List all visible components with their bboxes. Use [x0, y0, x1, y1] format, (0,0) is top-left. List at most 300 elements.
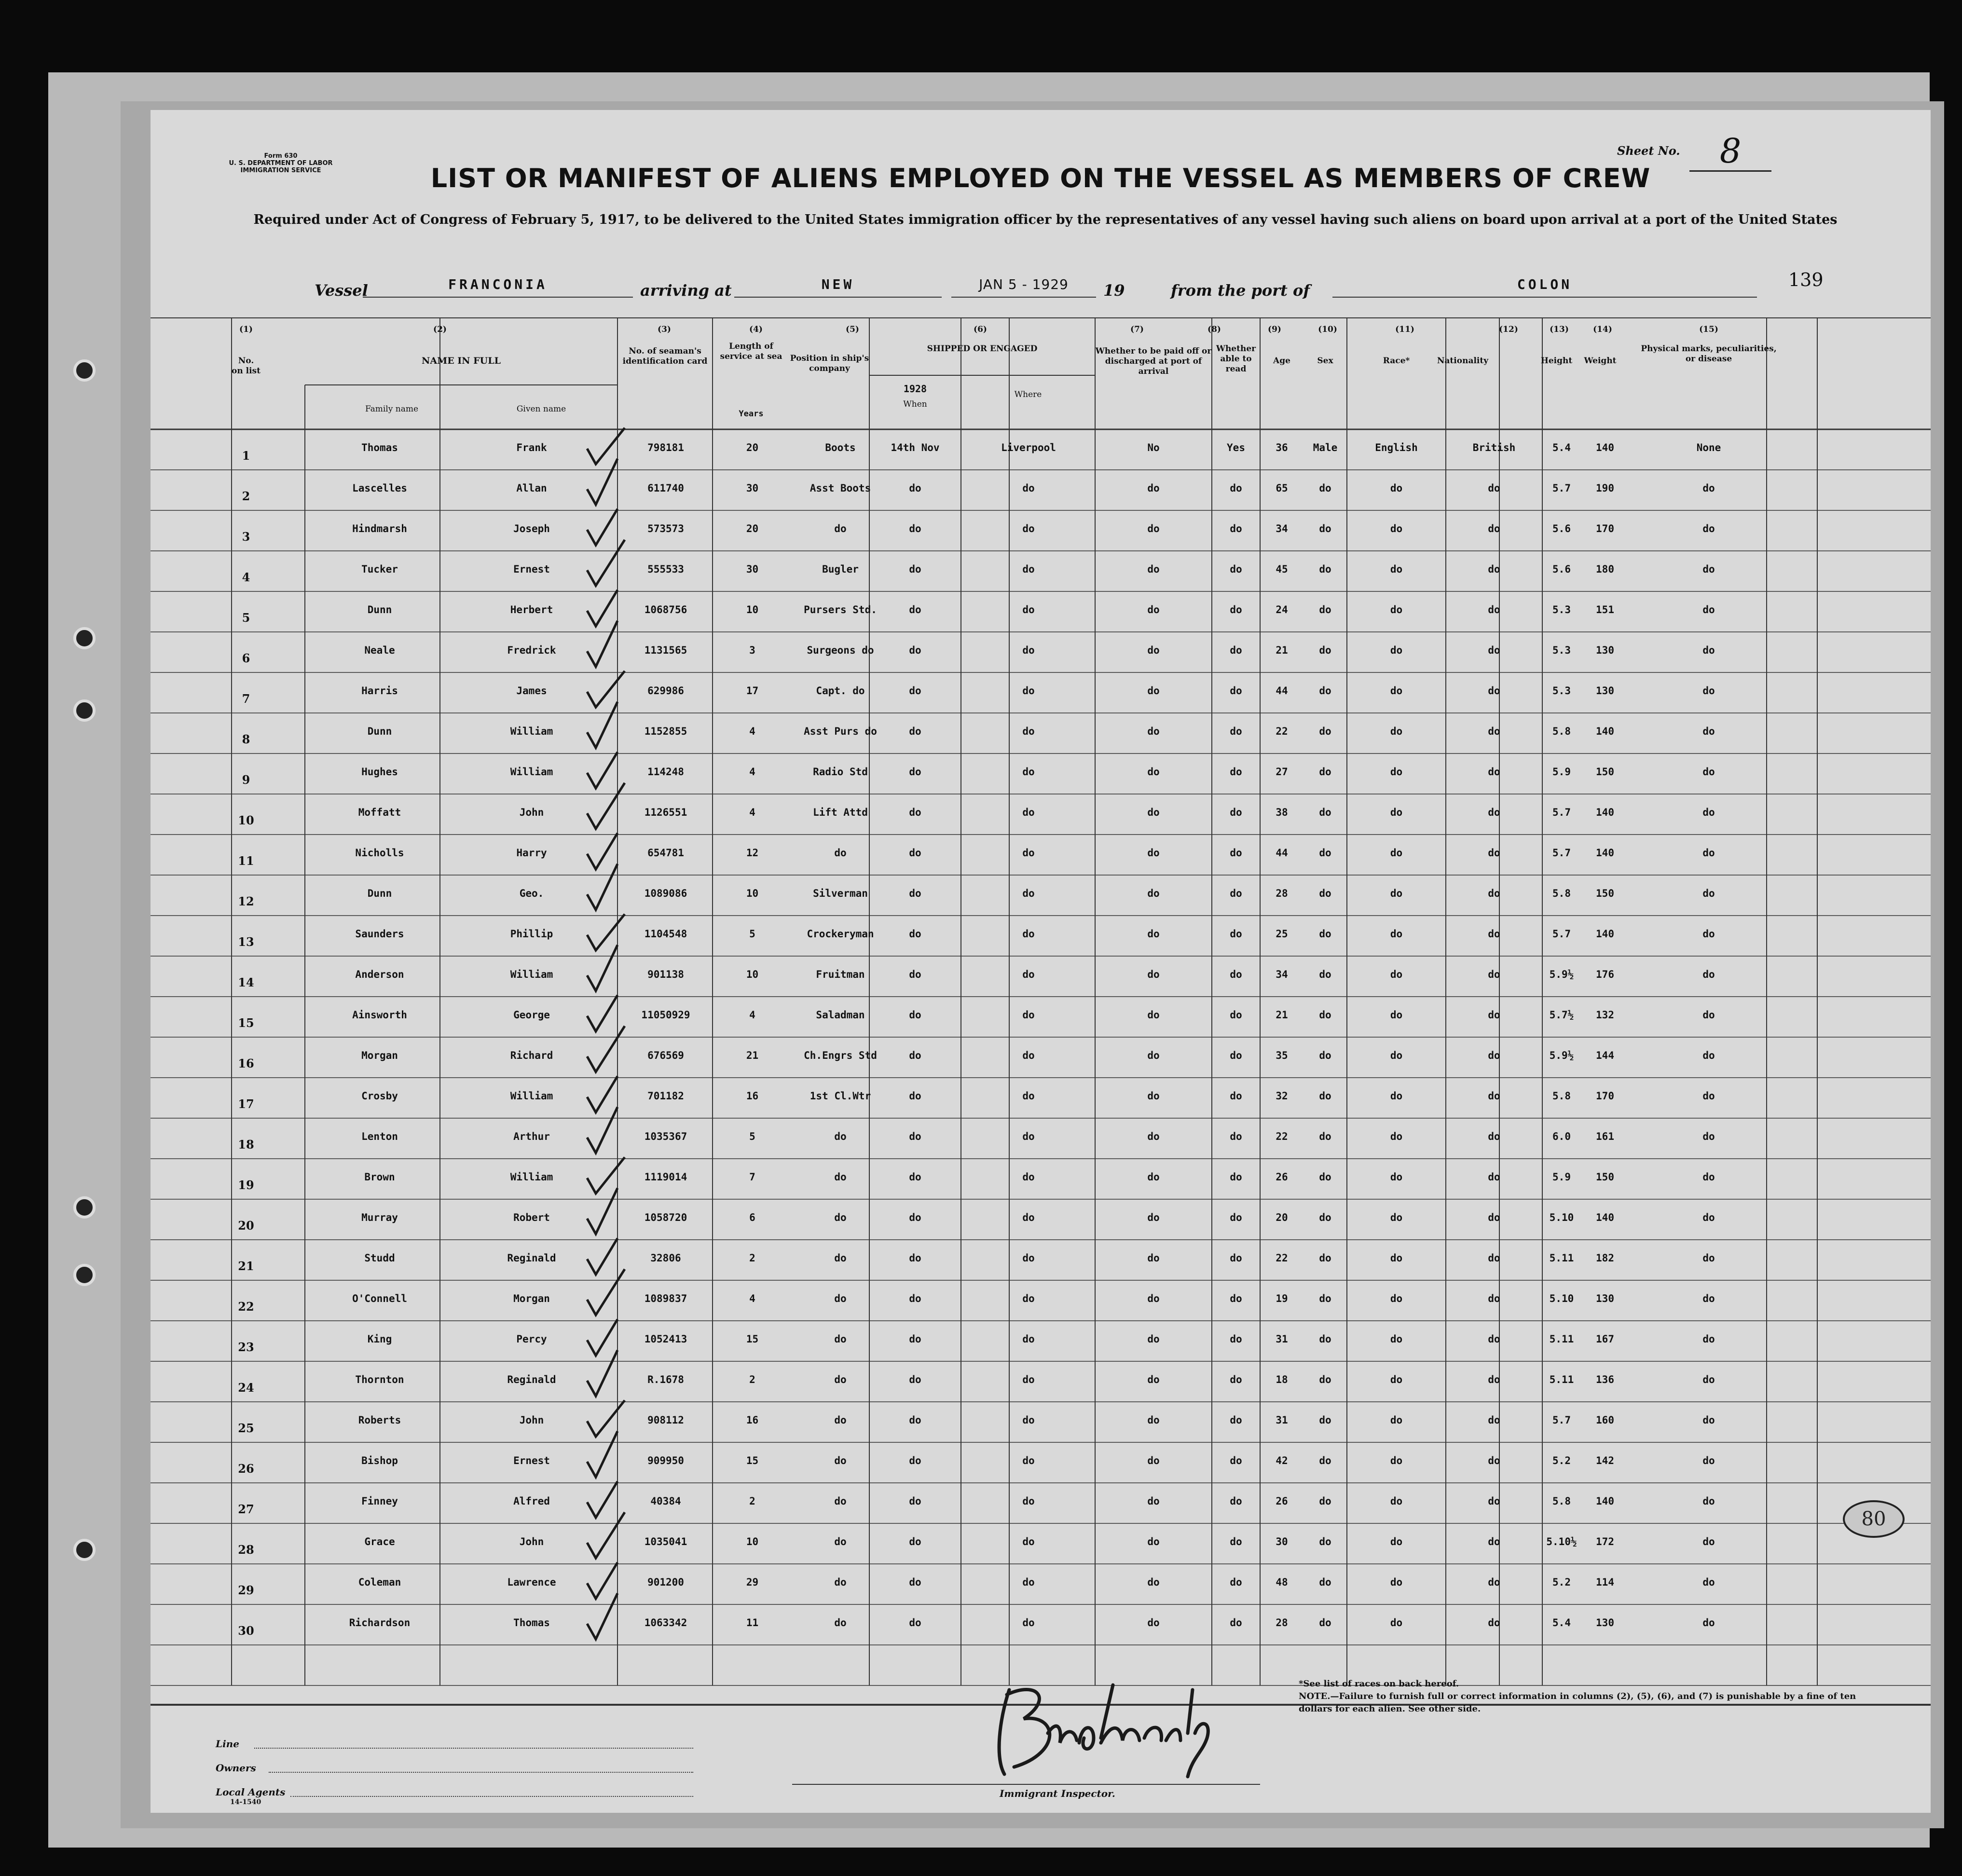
- row-number: 23: [238, 1340, 254, 1354]
- cell-read: do: [1230, 1536, 1242, 1547]
- cell-sex: do: [1319, 1009, 1331, 1021]
- cell-race: do: [1390, 766, 1403, 778]
- cell-paid: do: [1147, 1536, 1160, 1547]
- cell-nationality: do: [1488, 1090, 1500, 1102]
- cell-age: 28: [1276, 1617, 1288, 1629]
- cell-where: do: [1022, 1333, 1035, 1345]
- cell-nationality: do: [1488, 1009, 1500, 1021]
- cell-family: King: [367, 1333, 392, 1345]
- cell-card: 1126551: [644, 807, 687, 818]
- cell-position: do: [834, 1131, 847, 1142]
- cell-position: do: [834, 1171, 847, 1183]
- cell-service: 2: [749, 1252, 755, 1264]
- cell-age: 22: [1276, 1131, 1288, 1142]
- cell-card: 1131565: [644, 644, 687, 656]
- cell-marks: do: [1702, 1576, 1715, 1588]
- cell-read: do: [1230, 888, 1242, 899]
- cell-family: Ainsworth: [352, 1009, 407, 1021]
- cell-when: do: [909, 847, 921, 859]
- binder-hole: [73, 627, 96, 649]
- cell-marks: do: [1702, 563, 1715, 575]
- cell-card: 1089086: [644, 888, 687, 899]
- cell-position: do: [834, 1374, 847, 1385]
- cell-when: do: [909, 604, 921, 616]
- cell-position: do: [834, 523, 847, 534]
- binder-hole: [73, 699, 96, 722]
- check-mark: [587, 864, 617, 910]
- cell-given: Joseph: [513, 523, 550, 534]
- cell-read: Yes: [1227, 442, 1245, 453]
- cell-marks: do: [1702, 1212, 1715, 1223]
- row-number: 2: [242, 489, 250, 503]
- cell-age: 20: [1276, 1212, 1288, 1223]
- cell-position: Capt. do: [816, 685, 865, 697]
- cell-marks: do: [1702, 1293, 1715, 1304]
- cell-family: Coleman: [358, 1576, 401, 1588]
- cell-service: 11: [746, 1617, 759, 1629]
- cell-family: Studd: [364, 1252, 395, 1264]
- cell-height: 5.11: [1549, 1252, 1574, 1264]
- cell-card: 1063342: [644, 1617, 687, 1629]
- owners-field: [269, 1772, 693, 1773]
- check-mark: [587, 1512, 625, 1558]
- cell-card: 40384: [650, 1495, 681, 1507]
- cell-paid: do: [1147, 1495, 1160, 1507]
- cell-sex: do: [1319, 969, 1331, 980]
- cell-height: 5.7: [1552, 928, 1571, 940]
- cell-read: do: [1230, 1576, 1242, 1588]
- cell-position: Asst Purs do: [804, 726, 877, 737]
- cell-weight: 160: [1596, 1414, 1614, 1426]
- cell-age: 38: [1276, 807, 1288, 818]
- cell-paid: do: [1147, 1414, 1160, 1426]
- cell-weight: 140: [1596, 726, 1614, 737]
- cell-when: do: [909, 1495, 921, 1507]
- column-number: (6): [974, 325, 987, 334]
- cell-height: 5.10½: [1546, 1536, 1577, 1547]
- column-number: (3): [658, 325, 671, 334]
- cell-service: 2: [749, 1495, 755, 1507]
- cell-race: do: [1390, 1414, 1403, 1426]
- cell-given: George: [513, 1009, 550, 1021]
- cell-height: 5.9: [1552, 1171, 1571, 1183]
- cell-age: 34: [1276, 969, 1288, 980]
- column-number: (9): [1268, 325, 1281, 334]
- cell-given: Morgan: [513, 1293, 550, 1304]
- cell-height: 5.3: [1552, 685, 1571, 697]
- cell-marks: do: [1702, 685, 1715, 697]
- cell-card: 1089837: [644, 1293, 687, 1304]
- cell-height: 5.3: [1552, 604, 1571, 616]
- cell-given: Herbert: [510, 604, 553, 616]
- column-number: (5): [846, 325, 859, 334]
- cell-sex: do: [1319, 523, 1331, 534]
- cell-marks: do: [1702, 928, 1715, 940]
- cell-where: do: [1022, 523, 1035, 534]
- row-number: 30: [238, 1624, 254, 1638]
- cell-given: Phillip: [510, 928, 553, 940]
- cell-family: Hughes: [361, 766, 398, 778]
- year-label: 19: [1103, 281, 1125, 300]
- cell-nationality: do: [1488, 888, 1500, 899]
- cell-service: 3: [749, 644, 755, 656]
- cell-height: 5.11: [1549, 1333, 1574, 1345]
- cell-when: do: [909, 1050, 921, 1061]
- cell-card: 573573: [647, 523, 684, 534]
- cell-service: 10: [746, 1536, 759, 1547]
- row-number: 9: [242, 773, 250, 787]
- row-number: 20: [238, 1219, 254, 1232]
- cell-age: 25: [1276, 928, 1288, 940]
- cell-position: Pursers Std.: [804, 604, 877, 616]
- cell-weight: 130: [1596, 1617, 1614, 1629]
- cell-family: Tucker: [361, 563, 398, 575]
- row-number: 27: [238, 1502, 254, 1516]
- cell-where: do: [1022, 685, 1035, 697]
- cell-given: John: [519, 1414, 544, 1426]
- cell-paid: do: [1147, 563, 1160, 575]
- cell-sex: do: [1319, 766, 1331, 778]
- cell-marks: do: [1702, 644, 1715, 656]
- row-number: 14: [238, 975, 254, 989]
- cell-position: do: [834, 1293, 847, 1304]
- cell-when: do: [909, 969, 921, 980]
- cell-given: Geo.: [519, 888, 544, 899]
- cell-paid: do: [1147, 807, 1160, 818]
- cell-where: do: [1022, 888, 1035, 899]
- cell-read: do: [1230, 1495, 1242, 1507]
- vessel-label: Vessel: [315, 281, 368, 300]
- cell-race: do: [1390, 1333, 1403, 1345]
- cell-weight: 130: [1596, 685, 1614, 697]
- cell-family: Dunn: [367, 726, 392, 737]
- cell-paid: do: [1147, 928, 1160, 940]
- header-family-name: Family name: [365, 404, 419, 414]
- cell-where: do: [1022, 847, 1035, 859]
- cell-read: do: [1230, 1374, 1242, 1385]
- header-length-service: Length of service at sea: [720, 342, 782, 361]
- cell-height: 5.10: [1549, 1212, 1574, 1223]
- cell-service: 30: [746, 482, 759, 494]
- cell-read: do: [1230, 1617, 1242, 1629]
- cell-nationality: do: [1488, 1293, 1500, 1304]
- cell-card: 555533: [647, 563, 684, 575]
- cell-read: do: [1230, 1090, 1242, 1102]
- cell-nationality: do: [1488, 1252, 1500, 1264]
- row-number: 12: [238, 894, 254, 908]
- cell-given: Richard: [510, 1050, 553, 1061]
- row-number: 13: [238, 935, 254, 949]
- cell-height: 5.2: [1552, 1576, 1571, 1588]
- cell-weight: 150: [1596, 888, 1614, 899]
- cell-read: do: [1230, 685, 1242, 697]
- header-when-year: 1928: [903, 383, 927, 395]
- cell-given: William: [510, 969, 553, 980]
- cell-when: do: [909, 482, 921, 494]
- cell-nationality: do: [1488, 604, 1500, 616]
- header-length-unit: Years: [739, 409, 764, 419]
- cell-read: do: [1230, 969, 1242, 980]
- row-number: 7: [242, 692, 250, 706]
- races-note: *See list of races on back hereof.: [1299, 1679, 1459, 1689]
- cell-position: Crockeryman: [807, 928, 874, 940]
- cell-sex: do: [1319, 1617, 1331, 1629]
- check-mark: [587, 1026, 625, 1072]
- cell-nationality: do: [1488, 1536, 1500, 1547]
- cell-given: Allan: [516, 482, 547, 494]
- cell-service: 7: [749, 1171, 755, 1183]
- cell-sex: do: [1319, 563, 1331, 575]
- cell-given: Reginald: [507, 1374, 556, 1385]
- column-number: (12): [1499, 325, 1518, 334]
- cell-when: do: [909, 807, 921, 818]
- cell-position: Fruitman: [816, 969, 865, 980]
- cell-paid: do: [1147, 847, 1160, 859]
- cell-height: 5.7: [1552, 807, 1571, 818]
- cell-family: Lascelles: [352, 482, 407, 494]
- cell-weight: 140: [1596, 442, 1614, 453]
- cell-given: William: [510, 726, 553, 737]
- cell-marks: do: [1702, 523, 1715, 534]
- cell-card: 1058720: [644, 1212, 687, 1223]
- cell-nationality: do: [1488, 563, 1500, 575]
- cell-nationality: do: [1488, 1131, 1500, 1142]
- cell-nationality: do: [1488, 644, 1500, 656]
- check-mark: [587, 1481, 617, 1518]
- cell-weight: 170: [1596, 1090, 1614, 1102]
- cell-where: do: [1022, 766, 1035, 778]
- check-mark: [587, 1269, 625, 1315]
- manifest-sheet: [151, 110, 1931, 1813]
- cell-position: do: [834, 1495, 847, 1507]
- cell-when: do: [909, 1536, 921, 1547]
- cell-family: Richardson: [349, 1617, 411, 1629]
- cell-given: John: [519, 807, 544, 818]
- cell-paid: do: [1147, 685, 1160, 697]
- cell-service: 12: [746, 847, 759, 859]
- row-number: 19: [238, 1178, 254, 1192]
- cell-service: 20: [746, 523, 759, 534]
- check-mark: [587, 1562, 617, 1599]
- cell-height: 5.8: [1552, 1495, 1571, 1507]
- cell-where: do: [1022, 1495, 1035, 1507]
- cell-height: 5.7: [1552, 482, 1571, 494]
- sheet-label: Sheet No.: [1617, 144, 1680, 158]
- cell-position: Ch.Engrs Std: [804, 1050, 877, 1061]
- column-number: (1): [239, 325, 253, 334]
- cell-read: do: [1230, 1252, 1242, 1264]
- cell-paid: do: [1147, 1374, 1160, 1385]
- cell-when: do: [909, 928, 921, 940]
- cell-given: James: [516, 685, 547, 697]
- cell-service: 4: [749, 766, 755, 778]
- cell-marks: do: [1702, 888, 1715, 899]
- cell-card: 901138: [647, 969, 684, 980]
- row-number: 15: [238, 1016, 254, 1030]
- agents-label: Local Agents: [216, 1786, 286, 1798]
- cell-paid: do: [1147, 1455, 1160, 1466]
- cell-family: Thornton: [355, 1374, 404, 1385]
- cell-position: do: [834, 1252, 847, 1264]
- cell-height: 5.9½: [1549, 969, 1574, 980]
- cell-weight: 167: [1596, 1333, 1614, 1345]
- cell-service: 16: [746, 1414, 759, 1426]
- cell-marks: do: [1702, 1009, 1715, 1021]
- cell-card: 908112: [647, 1414, 684, 1426]
- cell-where: do: [1022, 482, 1035, 494]
- cell-given: William: [510, 766, 553, 778]
- cell-card: 629986: [647, 685, 684, 697]
- cell-height: 5.7: [1552, 847, 1571, 859]
- cell-where: Liverpool: [1001, 442, 1056, 453]
- cell-nationality: do: [1488, 1050, 1500, 1061]
- cell-service: 10: [746, 604, 759, 616]
- cell-race: do: [1390, 1455, 1403, 1466]
- cell-sex: do: [1319, 1576, 1331, 1588]
- cell-nationality: do: [1488, 1576, 1500, 1588]
- line-field: [254, 1748, 693, 1749]
- cell-service: 30: [746, 563, 759, 575]
- inspector-signature: [980, 1661, 1250, 1786]
- cell-age: 28: [1276, 888, 1288, 899]
- cell-service: 4: [749, 1009, 755, 1021]
- cell-service: 10: [746, 888, 759, 899]
- cell-weight: 130: [1596, 644, 1614, 656]
- check-mark: [587, 833, 617, 869]
- cell-sex: do: [1319, 482, 1331, 494]
- sheet-number: 8: [1689, 132, 1771, 172]
- cell-family: Harris: [361, 685, 398, 697]
- cell-nationality: do: [1488, 928, 1500, 940]
- cell-height: 5.11: [1549, 1374, 1574, 1385]
- penalty-note: NOTE.—Failure to furnish full or correct information in columns (2), (5), (6), and (7) is punishable by a fine of ten dollars for each alien. See other side.: [1299, 1691, 1856, 1714]
- cell-family: Nicholls: [355, 847, 404, 859]
- cell-paid: do: [1147, 1171, 1160, 1183]
- binder-hole: [73, 1196, 96, 1219]
- cell-marks: do: [1702, 807, 1715, 818]
- cell-service: 4: [749, 1293, 755, 1304]
- cell-card: 1104548: [644, 928, 687, 940]
- cell-given: Reginald: [507, 1252, 556, 1264]
- cell-when: do: [909, 1131, 921, 1142]
- cell-nationality: do: [1488, 1333, 1500, 1345]
- cell-service: 15: [746, 1333, 759, 1345]
- cell-position: Silverman: [813, 888, 868, 899]
- cell-height: 5.10: [1549, 1293, 1574, 1304]
- cell-sex: do: [1319, 1171, 1331, 1183]
- cell-race: do: [1390, 644, 1403, 656]
- row-number: 24: [238, 1381, 254, 1395]
- header-no-on-list: No. on list: [232, 356, 261, 376]
- cell-service: 5: [749, 928, 755, 940]
- cell-nationality: do: [1488, 1171, 1500, 1183]
- cell-height: 5.7: [1552, 1414, 1571, 1426]
- cell-nationality: British: [1472, 442, 1516, 453]
- header-seaman-card: No. of seaman's identification card: [622, 346, 708, 366]
- cell-service: 4: [749, 726, 755, 737]
- column-number: (8): [1207, 325, 1221, 334]
- cell-race: do: [1390, 482, 1403, 494]
- check-mark: [587, 702, 617, 748]
- cell-read: do: [1230, 482, 1242, 494]
- cell-card: 114248: [647, 766, 684, 778]
- cell-age: 19: [1276, 1293, 1288, 1304]
- cell-card: 32806: [650, 1252, 681, 1264]
- cell-where: do: [1022, 1212, 1035, 1223]
- column-number: (4): [749, 325, 763, 334]
- cell-family: Dunn: [367, 888, 392, 899]
- column-number: (13): [1550, 325, 1569, 334]
- cell-when: do: [909, 1374, 921, 1385]
- cell-family: Grace: [364, 1536, 395, 1547]
- cell-sex: do: [1319, 1414, 1331, 1426]
- vessel-field: FRANCONIA: [363, 276, 633, 298]
- cell-sex: do: [1319, 1212, 1331, 1223]
- agents-field: [290, 1796, 693, 1797]
- cell-given: William: [510, 1171, 553, 1183]
- check-mark: [587, 995, 617, 1031]
- check-mark: [587, 1350, 617, 1396]
- cell-nationality: do: [1488, 1495, 1500, 1507]
- cell-when: do: [909, 563, 921, 575]
- port-field: COLON: [1332, 276, 1757, 298]
- page-title: LIST OR MANIFEST OF ALIENS EMPLOYED ON THE VESSEL AS MEMBERS OF CREW: [430, 163, 1651, 193]
- header-weight: Weight: [1584, 356, 1617, 366]
- cell-family: O'Connell: [352, 1293, 407, 1304]
- cell-height: 5.6: [1552, 523, 1571, 534]
- cell-when: do: [909, 685, 921, 697]
- cell-marks: do: [1702, 726, 1715, 737]
- cell-weight: 176: [1596, 969, 1614, 980]
- cell-card: 1152855: [644, 726, 687, 737]
- check-mark: [587, 1400, 625, 1437]
- cell-nationality: do: [1488, 523, 1500, 534]
- cell-when: do: [909, 1212, 921, 1223]
- cell-age: 44: [1276, 847, 1288, 859]
- row-number: 22: [238, 1300, 254, 1314]
- check-mark: [587, 752, 617, 788]
- cell-race: do: [1390, 1495, 1403, 1507]
- cell-given: Arthur: [513, 1131, 550, 1142]
- cell-when: do: [909, 1293, 921, 1304]
- cell-family: Saunders: [355, 928, 404, 940]
- cell-race: do: [1390, 1212, 1403, 1223]
- cell-sex: do: [1319, 1536, 1331, 1547]
- check-mark: [587, 1238, 617, 1274]
- cell-sex: do: [1319, 847, 1331, 859]
- cell-card: 676569: [647, 1050, 684, 1061]
- header-age: Age: [1273, 356, 1290, 366]
- header-sex: Sex: [1317, 356, 1333, 366]
- cell-service: 4: [749, 807, 755, 818]
- row-number: 18: [238, 1137, 254, 1151]
- cell-paid: do: [1147, 888, 1160, 899]
- check-mark: [587, 1593, 617, 1639]
- cell-marks: do: [1702, 766, 1715, 778]
- column-number: (11): [1395, 325, 1414, 334]
- cell-when: do: [909, 1576, 921, 1588]
- cell-when: do: [909, 1171, 921, 1183]
- cell-read: do: [1230, 1050, 1242, 1061]
- header-shipped-engaged: SHIPPED OR ENGAGED: [927, 344, 1038, 354]
- cell-paid: do: [1147, 1009, 1160, 1021]
- cell-read: do: [1230, 1333, 1242, 1345]
- header-given-name: Given name: [516, 404, 566, 414]
- cell-sex: do: [1319, 1455, 1331, 1466]
- cell-service: 29: [746, 1576, 759, 1588]
- cell-race: do: [1390, 1374, 1403, 1385]
- cell-height: 5.2: [1552, 1455, 1571, 1466]
